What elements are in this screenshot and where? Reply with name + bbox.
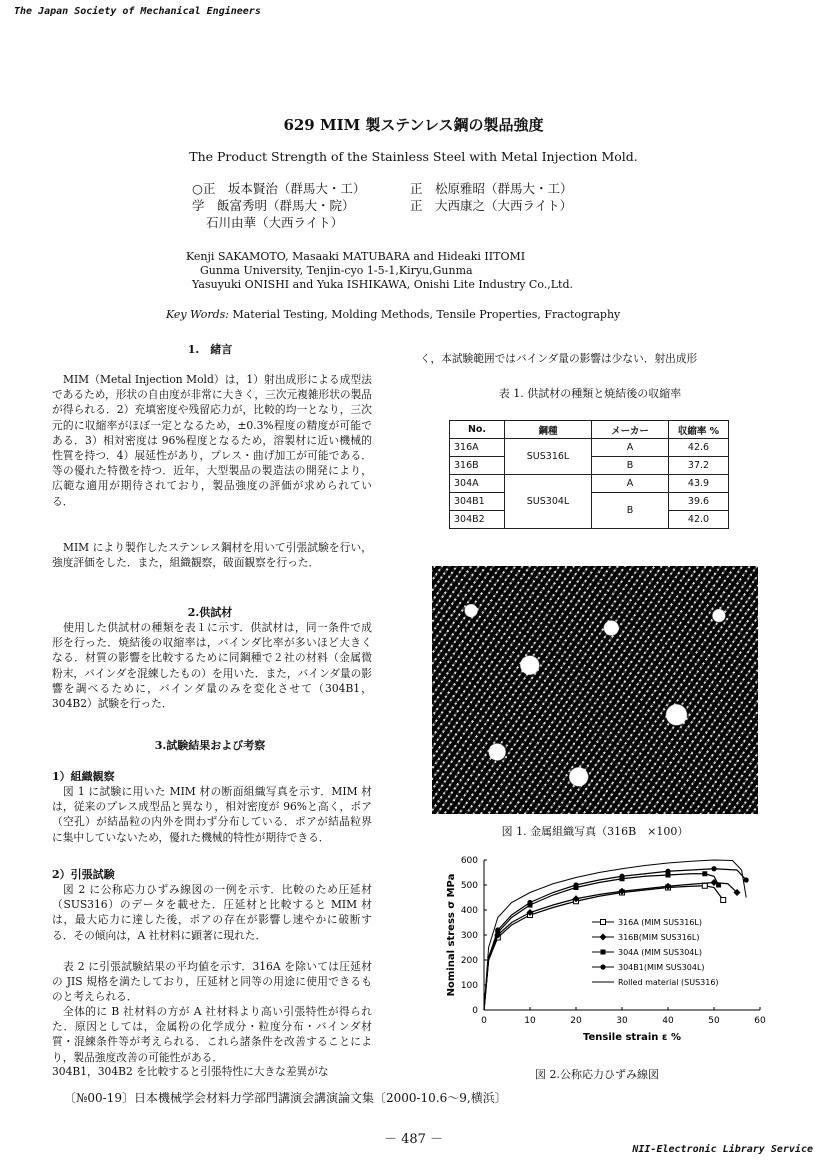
micrograph-image (432, 566, 758, 814)
authors-en-line2: Gunma University, Tenjin-cyo 1-5-1,Kiryu,Gunma (200, 264, 473, 277)
keywords (166, 308, 620, 321)
section-1-title: 1. 緒言 (187, 343, 233, 356)
legend-entry: 316A (MIM SUS316L) (618, 918, 702, 927)
section-3-subtitle-2: 2）引張試験 (52, 868, 115, 881)
y-tick-label: 200 (460, 956, 478, 966)
legend-entry: Rolled material (SUS316) (618, 978, 719, 987)
x-tick-label: 10 (524, 1016, 536, 1026)
cell-steel: SUS316L (505, 439, 592, 475)
x-tick-label: 0 (481, 1016, 487, 1026)
cell-maker: B (592, 493, 669, 529)
section-3-paragraph-3: 表 2 に引張試験結果の平均値を示す．316A を除いては圧延材の JIS 規格を満たしており，圧延材と同等の用途に使用できるものと考えられる． (52, 960, 372, 1004)
series-1 (484, 879, 741, 1010)
data-point (702, 883, 707, 888)
y-axis-label: Nominal stress σ MPa (446, 873, 457, 997)
stress-strain-chart (436, 850, 776, 1056)
legend-marker (601, 920, 606, 925)
society-header: The Japan Society of Mechanical Engineers (14, 6, 261, 17)
section-3-paragraph-5: 304B1，304B2 を比較すると引張特性に大きな差異がな (52, 1065, 329, 1078)
table-header-maker: メーカー (592, 421, 669, 439)
data-point (495, 927, 500, 932)
section-3-title: 3.試験結果および考察 (154, 739, 266, 752)
data-point (665, 869, 670, 874)
proceedings-footer: 〔№00-19〕日本機械学会材料力学部門講演会講演論文集〔2000-10.6～9,横浜〕 (64, 1091, 507, 1105)
authors-en-line1: Kenji SAKAMOTO, Masaaki MATUBARA and Hideaki IITOMI (186, 250, 526, 263)
cell-shrink: 39.6 (669, 493, 729, 511)
series-line (484, 869, 746, 1010)
paper-title: 629 MIM 製ステンレス鋼の製品強度 (283, 116, 544, 134)
series-3 (484, 866, 749, 1010)
legend-entry: 316B(MIM SUS316L) (618, 933, 700, 942)
cell-no: 316B (450, 457, 505, 475)
figure-1-caption: 図 1. 金属組織写真（316B ×100） (501, 825, 689, 838)
table-header-steel: 鋼種 (505, 421, 592, 439)
y-tick-label: 400 (460, 906, 478, 916)
section-3-paragraph-2: 図 2 に公称応力ひずみ線図の一例を示す．比較のため圧延材（SUS316）のデータを載せた．圧延材と比較すると MIM 材は，最大応力に達した後，ポアの存在が影響し速やかに破断する．その傾向は，A 社材料に顕著に現れた． (52, 883, 372, 942)
table-header-shrink: 収縮率 % (669, 421, 729, 439)
legend-marker (600, 964, 605, 969)
figure-2-caption: 図 2.公称応力ひずみ線図 (535, 1068, 659, 1081)
cell-maker: A (592, 475, 669, 493)
cell-steel: SUS304L (505, 475, 592, 529)
section-3-subtitle-1: 1）組織観察 (52, 770, 115, 783)
series-line (484, 883, 737, 1011)
x-tick-label: 20 (570, 1016, 582, 1026)
nii-footer: NII-Electronic Library Service (632, 1144, 813, 1155)
cell-no: 316A (450, 439, 505, 457)
keywords-text: Material Testing, Molding Methods, Tensile Properties, Fractography (232, 308, 621, 321)
legend-entry: 304A (MIM SUS304L) (618, 948, 702, 957)
page-number: － 487 － (383, 1132, 444, 1147)
x-tick-label: 30 (616, 1016, 628, 1026)
cell-shrink: 42.0 (669, 511, 729, 529)
table-header-no: No. (450, 421, 505, 439)
y-tick-label: 600 (460, 856, 478, 866)
data-point (716, 883, 721, 888)
x-axis-label: Tensile strain ε % (583, 1032, 681, 1043)
legend-marker (601, 950, 606, 955)
cell-shrink: 37.2 (669, 457, 729, 475)
cell-shrink: 42.6 (669, 439, 729, 457)
author-line-1-left: ○正 坂本賢治（群馬大・工） (192, 181, 366, 196)
author-line-3-left: 石川由華（大西ライト） (206, 215, 344, 230)
cell-no: 304B2 (450, 511, 505, 529)
x-tick-label: 50 (708, 1016, 720, 1026)
section-1-paragraph-2: MIM により製作したステンレス鋼材を用いて引張試験を行い，強度評価をした．また，組織観察，破面観察を行った． (52, 541, 372, 570)
cell-no: 304A (450, 475, 505, 493)
data-point (527, 900, 532, 905)
table-row (450, 475, 729, 493)
y-tick-label: 300 (460, 931, 478, 941)
data-point (702, 871, 707, 876)
author-line-1-right: 正 松原雅昭（群馬大・工） (410, 181, 573, 196)
section-2-title: 2.供試材 (187, 606, 233, 619)
data-point (619, 874, 624, 879)
y-tick-label: 0 (472, 1006, 478, 1016)
author-line-2-left: 学 飯富秀明（群馬大・院） (192, 198, 355, 213)
table-row (450, 439, 729, 457)
data-point (721, 898, 726, 903)
x-tick-label: 40 (662, 1016, 674, 1026)
y-tick-label: 500 (460, 881, 478, 891)
paper-subtitle: The Product Strength of the Stainless Steel with Metal Injection Mold. (189, 149, 638, 164)
table-header-row (450, 421, 729, 439)
legend-marker (600, 934, 607, 941)
table-1-caption: 表 1. 供試材の種類と焼結後の収縮率 (498, 387, 682, 400)
author-line-2-right: 正 大西康之（大西ライト） (410, 198, 573, 213)
cell-maker: B (592, 457, 669, 475)
authors-jp (192, 180, 365, 231)
section-2-paragraph: 使用した供試材の種類を表１に示す．供試材は，同一条件で成形を行った．焼結後の収縮率は，バインダ比率が多いほど大きくなる．材質の影響を比較するために同鋼種で２社の材料（金属微粉末，バインダを混練したもの）を用いた．また，バインダ量の影響を調べるために，バインダ量のみを変化させて（304B1，304B2）試験を行った． (52, 621, 372, 711)
authors-en (186, 250, 573, 292)
series-0 (484, 883, 726, 1010)
authors-en-line3: Yasuyuki ONISHI and Yuka ISHIKAWA, Onishi Lite Industry Co.,Ltd. (192, 278, 574, 291)
table-1 (449, 420, 729, 529)
section-3-paragraph-4: 全体的に B 社材料の方が A 社材料より高い引張特性が得られた．原因としては，金属粉の化学成分・粒度分布・バインダ材質・混練条件等が考えられる．これら諸条件を改善することにより，製品強度改善の可能性がある． (52, 1005, 372, 1064)
data-point (711, 866, 716, 871)
cell-shrink: 43.9 (669, 475, 729, 493)
data-point (744, 877, 749, 882)
x-tick-label: 60 (754, 1016, 766, 1026)
right-column-text: く，本試験範囲ではバインダ量の影響は少ない．射出成形 (420, 352, 698, 365)
cell-no: 304B1 (450, 493, 505, 511)
y-tick-label: 100 (460, 981, 478, 991)
section-1-paragraph-1: MIM（Metal Injection Mold）は，1）射出成形による成型法であるため，形状の自由度が非常に大きく，三次元複雑形状の製品が得られる．2）充填密度や残留応力が，比較的均一となり，三次元的に収縮率がほぼ一定となるため，±0.3%程度の精度が可能である．3）相対密度は 96%程度となるため，溶製材に近い機械的性質を持つ．4）展延性があり，プレス・曲げ加工が可能である．等の優れた特徴を持つ．近年，大型製品の製造法の開発により，広範な適用が期待されており，製品強度の評価が求められている． (52, 373, 372, 508)
authors-jp-right (410, 180, 573, 214)
cell-maker: A (592, 439, 669, 457)
data-point (573, 882, 578, 887)
legend-entry: 304B1(MIM SUS304L) (618, 963, 705, 972)
section-3-paragraph-1: 図 1 に試験に用いた MIM 材の断面組織写真を示す．MIM 材は，従来のプレス成型品と異なり，相対密度が 96%と高く，ポア（空孔）が結晶粒の内外を問わず分布している．ポアが結晶粒界に集中していないため，優れた機械的特性が期待できる． (52, 785, 372, 844)
keywords-label: Key Words: (166, 308, 229, 321)
